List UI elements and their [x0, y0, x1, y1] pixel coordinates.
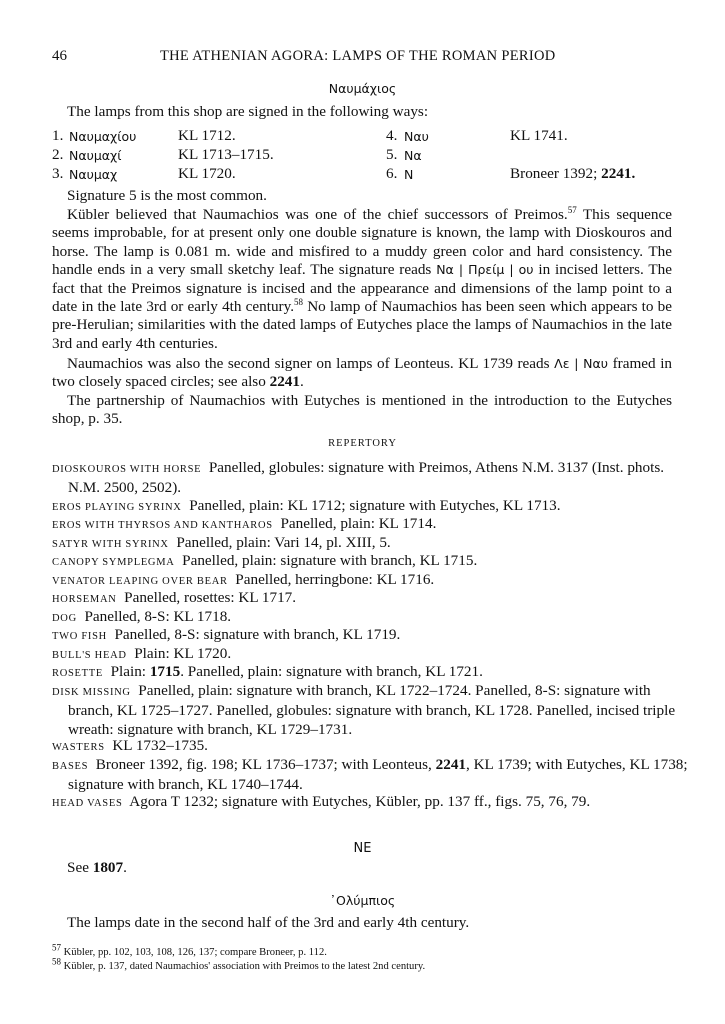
repertory-entry [52, 756, 688, 795]
shop-title: Ναυμάχιος [328, 81, 397, 96]
ne-see-text: See [67, 859, 93, 876]
footnote-ref: 58 [294, 296, 304, 307]
sig-num: 6. [386, 165, 398, 182]
sig-text: Ναυμαχ [69, 167, 118, 182]
para-4: The partnership of Naumachios with Eutyches is mentioned in the introduction to the Eutyches shop, p. 35. [52, 392, 672, 428]
entry-text: Panelled, plain: KL 1712; signature with Eutyches, KL 1713. [189, 497, 561, 514]
entry-label: EROS PLAYING SYRINX [52, 502, 182, 513]
entry-label: EROS WITH THYRSOS AND KANTHAROS [52, 520, 273, 531]
sig-text: Ναυ [404, 129, 429, 144]
entry-label: CANOPY SYMPLEGMA [52, 557, 175, 568]
entry-text: Panelled, plain: KL 1714. [280, 515, 437, 532]
para-3 [52, 355, 672, 392]
entry-text: KL 1732–1735. [112, 737, 208, 754]
entry-text: , KL 1739; with Eutyches, KL 1738; signature with branch, KL 1740–1744. [68, 756, 688, 794]
sig-text: Ναυμαχίου [69, 129, 137, 144]
footnote [52, 956, 672, 973]
sig-text: Ναυμαχί [69, 148, 122, 163]
repertory-entry [52, 459, 688, 498]
entry-label: DIOSKOUROS WITH HORSE [52, 464, 202, 475]
entry-label: TWO FISH [52, 631, 107, 642]
page-number: 46 [52, 48, 67, 64]
footnote [52, 942, 672, 959]
entry-text: Panelled, 8-S: signature with branch, KL 1719. [114, 626, 401, 643]
repertory-entry [52, 552, 688, 572]
ne-title: ΝΕ [353, 841, 372, 856]
olympios-text: The lamps date in the second half of the 3rd and early 4th century. [67, 914, 470, 931]
entry-label: VENATOR LEAPING OVER BEAR [52, 576, 228, 587]
entry-label: HORSEMAN [52, 594, 117, 605]
entry-text: Panelled, rosettes: KL 1717. [124, 589, 297, 606]
catalog-ref: 1807 [92, 859, 124, 876]
repertory-entry [52, 589, 688, 609]
greek-signature: Να | Πρείμ | ου [436, 262, 534, 278]
ne-see [67, 859, 667, 877]
para-3-text: framed in two closely spaced circles; see also [52, 355, 673, 391]
sig-num: 1. [52, 127, 64, 144]
para-2-text: No lamp of Naumachios has been seen which appears to be pre-Herulian; similarities with the dated lamps of Eutyches place the lamps of Naumachios in the late 3rd and early 4th centuries. [52, 298, 672, 352]
entry-text: Plain: [110, 663, 150, 680]
sig-num: 4. [386, 127, 398, 144]
repertory-entry [52, 515, 688, 535]
intro-text: The lamps from this shop are signed in the following ways: [67, 103, 429, 120]
entry-text: Panelled, plain: signature with branch, KL 1722–1724. Panelled, 8-S: signature with branch, KL 1725–1727. Panelled, globules: signature with branch, KL 1728. Panelled, incised triple wreath: signature with branch, KL 1729–1731. [68, 682, 676, 738]
sig-num: 2. [52, 146, 64, 163]
sig-ref-bold: 2241. [601, 165, 636, 182]
entry-text: Panelled, herringbone: KL 1716. [235, 571, 435, 588]
para-2 [52, 206, 672, 353]
footnote-mark: 58 [52, 956, 61, 967]
entry-text: Plain: KL 1720. [134, 645, 232, 662]
entry-text: Panelled, plain: signature with branch, KL 1715. [182, 552, 478, 569]
repertory-entry [52, 793, 688, 813]
entry-text: Agora T 1232; signature with Eutyches, Kübler, pp. 137 ff., figs. 75, 76, 79. [129, 793, 591, 810]
footnote-mark: 57 [52, 942, 61, 953]
sig-ref [510, 165, 635, 183]
para-1: Signature 5 is the most common. [67, 187, 267, 204]
sig-ref: KL 1741. [510, 127, 568, 144]
greek-signature: Λε | Ναυ [554, 356, 609, 371]
catalog-ref: 1715 [149, 663, 181, 680]
entry-text: Panelled, globules: signature with Preimos, Athens N.M. 3137 (Inst. phots. N.M. 2500, 2502). [68, 459, 665, 497]
sig-ref: KL 1712. [178, 127, 236, 144]
para-2-text: This sequence seems improbable, for at present only one double signature is known, the lamp with Dioskouros and horse. The lamp is 0.081 m. wide and misfired to a muddy green color and hard consistency. The handle ends in a very small sketchy leaf. The signature reads [52, 206, 672, 279]
olympios-title: ᾿Ολύμπιος [329, 893, 396, 908]
footnote-ref: 57 [567, 204, 577, 215]
catalog-ref: 2241 [435, 756, 466, 773]
sig-num: 3. [52, 165, 64, 182]
repertory-heading: REPERTORY [328, 438, 397, 449]
running-title: THE ATHENIAN AGORA: LAMPS OF THE ROMAN PERIOD [160, 48, 556, 64]
entry-text: Broneer 1392, fig. 198; KL 1736–1737; with Leonteus, [95, 756, 436, 773]
sig-ref-text: Broneer 1392; [510, 165, 598, 182]
sig-num: 5. [386, 146, 398, 163]
entry-label: DISK MISSING [52, 687, 131, 698]
entry-label: WASTERS [52, 742, 105, 753]
para-3-text: . [299, 373, 304, 391]
repertory-entry [52, 682, 688, 739]
footnote-text: Kübler, pp. 102, 103, 108, 126, 137; compare Broneer, p. 112. [61, 947, 327, 958]
entry-label: ROSETTE [52, 668, 103, 679]
entry-text: Panelled, plain: Vari 14, pl. XIII, 5. [176, 534, 391, 551]
entry-text: . Panelled, plain: signature with branch, KL 1721. [180, 663, 483, 680]
entry-label: HEAD VASES [52, 798, 123, 809]
repertory-entry [52, 663, 688, 683]
entry-label: DOG [52, 613, 77, 624]
catalog-ref: 2241 [269, 373, 300, 391]
repertory-entry [52, 737, 688, 757]
entry-label: BULL'S HEAD [52, 650, 127, 661]
repertory-entry [52, 626, 688, 646]
entry-label: SATYR WITH SYRINX [52, 539, 169, 550]
entry-text: Panelled, 8-S: KL 1718. [84, 608, 232, 625]
ne-see-text: . [123, 859, 127, 876]
sig-ref: KL 1720. [178, 165, 236, 182]
sig-text: Ν [404, 167, 414, 182]
sig-text: Να [404, 148, 422, 163]
para-3-text: Naumachios was also the second signer on lamps of Leonteus. KL 1739 reads [67, 355, 555, 372]
para-2-text: in incised letters. The fact that the Preimos signature is incised and the appearance and dimensions of the lamp point to a date in the late 3rd or early 4th century. [52, 261, 673, 316]
entry-label: BASES [52, 761, 89, 772]
sig-ref: KL 1713–1715. [178, 146, 274, 163]
footnote-text: Kübler, p. 137, dated Naumachios' association with Preimos to the latest 2nd century. [61, 961, 426, 972]
para-2-text: Kübler believed that Naumachios was one of the chief successors of Preimos. [67, 206, 568, 223]
